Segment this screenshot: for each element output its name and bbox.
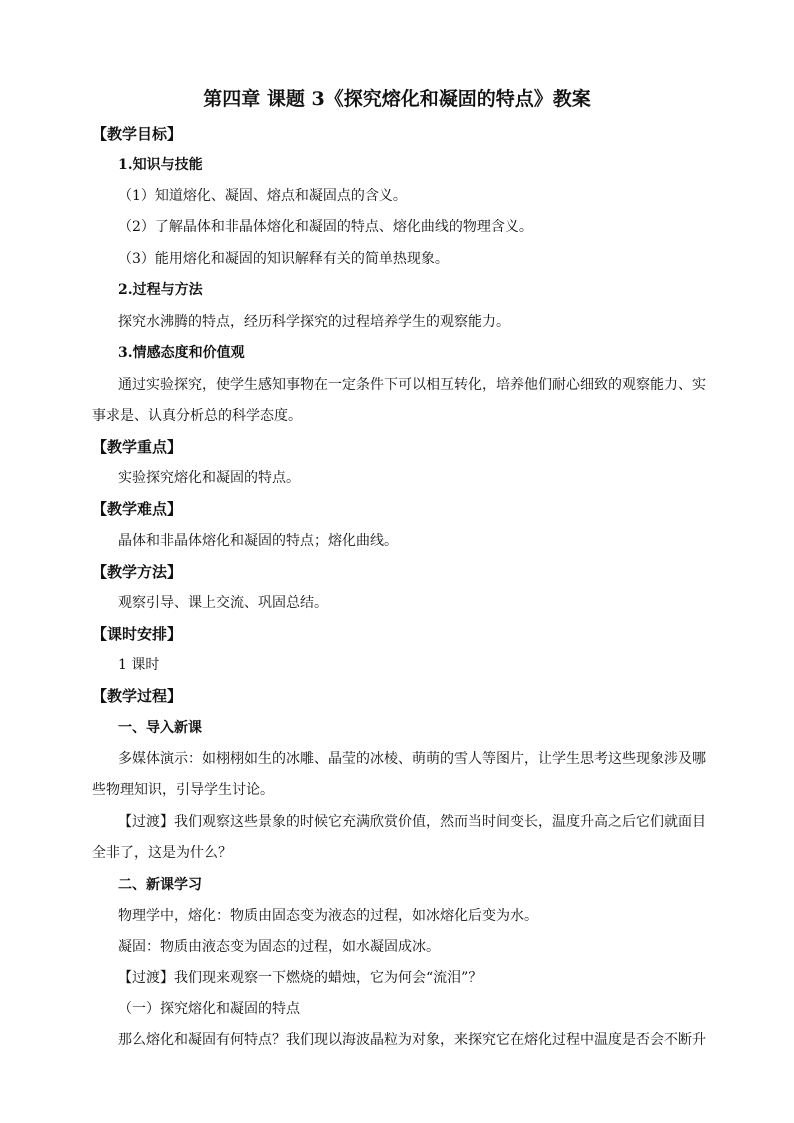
paragraph: 通过实验探究，使学生感知事物在一定条件下可以相互转化，培养他们耐心细致的观察能力、实 (118, 377, 706, 393)
paragraph-continuation: 事求是、认真分析总的科学态度。 (92, 408, 302, 424)
paragraph: 多媒体演示：如栩栩如生的冰雕、晶莹的冰棱、萌萌的雪人等图片，让学生思考这些现象涉及哪 (118, 751, 706, 767)
paragraph: 实验探究熔化和凝固的特点。 (118, 470, 300, 486)
section-heading-schedule: 【课时安排】 (92, 625, 183, 643)
list-item: （3）能用熔化和凝固的知识解释有关的简单热现象。 (118, 251, 449, 267)
subheading-introduction: 一、导入新课 (118, 720, 202, 736)
subheading-process-method: 2.过程与方法 (118, 282, 203, 298)
paragraph: 物理学中，熔化：物质由固态变为液态的过程，如冰熔化后变为水。 (118, 908, 538, 924)
paragraph-transition: 【过渡】我们观察这些景象的时候它充满欣赏价值，然而当时间变长，温度升高之后它们就面目 (118, 814, 706, 830)
list-item: （2）了解晶体和非晶体熔化和凝固的特点、熔化曲线的物理含义。 (118, 219, 533, 235)
paragraph-continuation: 些物理知识，引导学生讨论。 (92, 782, 274, 798)
section-heading-difficulties: 【教学难点】 (92, 500, 183, 518)
section-heading-process: 【教学过程】 (92, 687, 183, 705)
subheading-attitude-values: 3.情感态度和价值观 (118, 345, 245, 361)
paragraph: 探究水沸腾的特点，经历科学探究的过程培养学生的观察能力。 (118, 314, 510, 330)
subheading-knowledge-skills: 1.知识与技能 (118, 157, 203, 173)
section-heading-goals: 【教学目标】 (92, 125, 183, 143)
paragraph-continuation: 全非了，这是为什么？ (92, 845, 232, 861)
paragraph: 晶体和非晶体熔化和凝固的特点；熔化曲线。 (118, 533, 398, 549)
subheading-explore: （一）探究熔化和凝固的特点 (118, 1001, 300, 1017)
paragraph: 1 课时 (118, 657, 160, 673)
section-heading-key-points: 【教学重点】 (92, 438, 183, 456)
subheading-new-lesson: 二、新课学习 (118, 877, 202, 893)
document-title: 第四章 课题 3《探究熔化和凝固的特点》教案 (203, 88, 591, 110)
paragraph: 那么熔化和凝固有何特点？我们现以海波晶粒为对象，来探究它在熔化过程中温度是否会不断升 (118, 1032, 706, 1048)
section-heading-methods: 【教学方法】 (92, 563, 183, 581)
paragraph: 观察引导、课上交流、巩固总结。 (118, 595, 328, 611)
paragraph: 凝固：物质由液态变为固态的过程，如水凝固成冰。 (118, 939, 440, 955)
paragraph-transition: 【过渡】我们现来观察一下燃烧的蜡烛，它为何会“流泪”？ (118, 970, 483, 986)
list-item: （1）知道熔化、凝固、熔点和凝固点的含义。 (118, 188, 407, 204)
